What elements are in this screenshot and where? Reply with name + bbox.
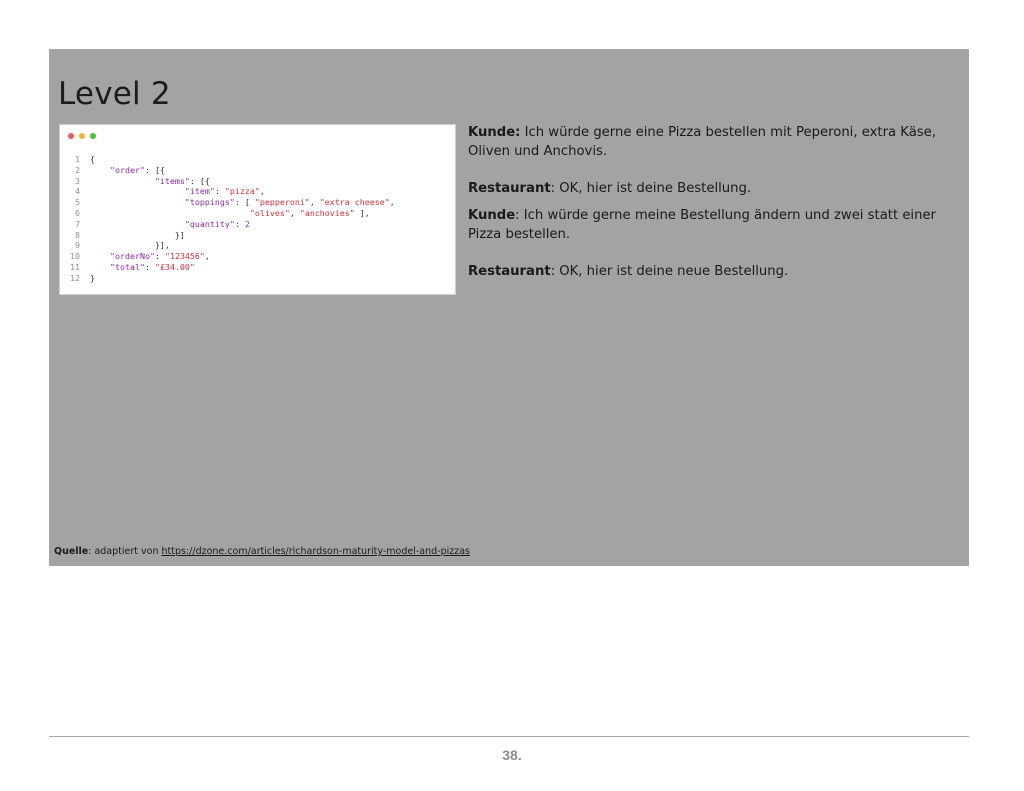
code-token: : [214, 186, 225, 197]
code-token: "order" [109, 164, 145, 175]
code-token: "orderNo" [109, 251, 155, 262]
line-number: 1 [75, 154, 80, 164]
code-token: : [ [234, 197, 255, 208]
line-number: 12 [70, 272, 80, 283]
window-controls [68, 133, 96, 139]
code-line [66, 208, 395, 219]
code-line [66, 240, 395, 251]
code-token: "anchovies" [299, 207, 355, 218]
source-text: : adaptiert von [88, 546, 162, 557]
source-label: Quelle [54, 546, 89, 557]
page-number: 38. [502, 747, 522, 763]
code-content [90, 176, 210, 187]
code-token: "toppings" [184, 197, 235, 208]
code-line [66, 197, 395, 208]
code-token: "pizza" [224, 186, 260, 197]
code-content [90, 208, 370, 219]
minimize-dot-icon [79, 133, 85, 139]
line-number: 5 [75, 197, 80, 208]
dialog-line-restaurant-1 [468, 179, 958, 198]
dialog-text: : OK, hier ist deine Bestellung. [550, 181, 752, 196]
code-token: "item" [184, 186, 215, 197]
code-line [66, 186, 395, 197]
code-token: : [{ [144, 164, 165, 175]
code-token: "items" [154, 175, 190, 186]
line-number: 10 [70, 251, 80, 262]
code-token: , [204, 251, 210, 262]
code-line [66, 154, 395, 165]
code-content [90, 154, 95, 165]
maximize-dot-icon [90, 133, 96, 139]
line-number: 2 [75, 164, 80, 175]
code-token: , [259, 186, 265, 197]
code-token: "£34.00" [154, 261, 195, 272]
speaker-label: Restaurant [468, 264, 551, 279]
json-code-block [66, 154, 395, 284]
dialog-line-kunde-1 [468, 123, 958, 161]
code-content [90, 262, 195, 273]
line-number: 4 [75, 186, 80, 197]
code-line [66, 165, 395, 176]
speaker-label: Kunde [468, 208, 516, 223]
code-token: "extra cheese" [319, 197, 390, 208]
code-token: 2 [244, 218, 250, 229]
dialog-text: : OK, hier ist deine neue Bestellung. [550, 264, 789, 279]
code-token: { [90, 154, 95, 164]
line-number: 7 [75, 218, 80, 229]
code-token: }] [174, 229, 185, 240]
line-number: 6 [75, 207, 80, 218]
code-token: } [90, 272, 95, 283]
code-token: ], [354, 207, 370, 218]
code-content [90, 251, 210, 262]
code-line [66, 251, 395, 262]
code-content [90, 186, 265, 197]
code-token: : [154, 251, 165, 262]
code-line [66, 273, 395, 284]
code-token: : [{ [189, 175, 210, 186]
code-content [90, 273, 95, 284]
code-line [66, 219, 395, 230]
code-token: "123456" [164, 251, 205, 262]
code-token: : [234, 218, 245, 229]
dialog-text: Ich würde gerne eine Pizza bestellen mit Peperoni, extra Käse, Oliven und Anchovis. [468, 125, 936, 159]
code-token: "pepperoni" [254, 197, 310, 208]
code-content [90, 165, 165, 176]
speaker-label: Restaurant [468, 181, 551, 196]
code-token: , [289, 207, 300, 218]
source-citation [54, 546, 470, 557]
code-content [90, 230, 185, 241]
code-token: : [144, 261, 155, 272]
code-screenshot [59, 124, 456, 295]
code-token: "olives" [249, 207, 290, 218]
code-line [66, 230, 395, 241]
code-line [66, 176, 395, 187]
code-line [66, 262, 395, 273]
code-token: , [309, 197, 320, 208]
footer-divider [49, 736, 969, 737]
speaker-label: Kunde: [468, 125, 521, 140]
dialog-text: : Ich würde gerne meine Bestellung ändern und zwei statt einer Pizza bestellen. [468, 208, 936, 242]
source-link[interactable]: https://dzone.com/articles/richardson-maturity-model-and-pizzas [161, 546, 471, 557]
code-token: "total" [109, 261, 145, 272]
code-token: "quantity" [184, 218, 235, 229]
code-token: }], [154, 240, 170, 251]
dialog-line-restaurant-2 [468, 262, 958, 281]
slide [49, 49, 969, 566]
close-dot-icon [68, 133, 74, 139]
code-content [90, 240, 170, 251]
code-content [90, 219, 250, 230]
line-number: 9 [75, 240, 80, 251]
line-number: 8 [75, 229, 80, 240]
line-number: 11 [70, 261, 80, 272]
code-content [90, 197, 395, 208]
code-token: , [389, 197, 395, 208]
slide-title: Level 2 [58, 76, 171, 112]
line-number: 3 [75, 175, 80, 186]
dialog-text [468, 123, 958, 281]
dialog-line-kunde-2 [468, 206, 958, 244]
